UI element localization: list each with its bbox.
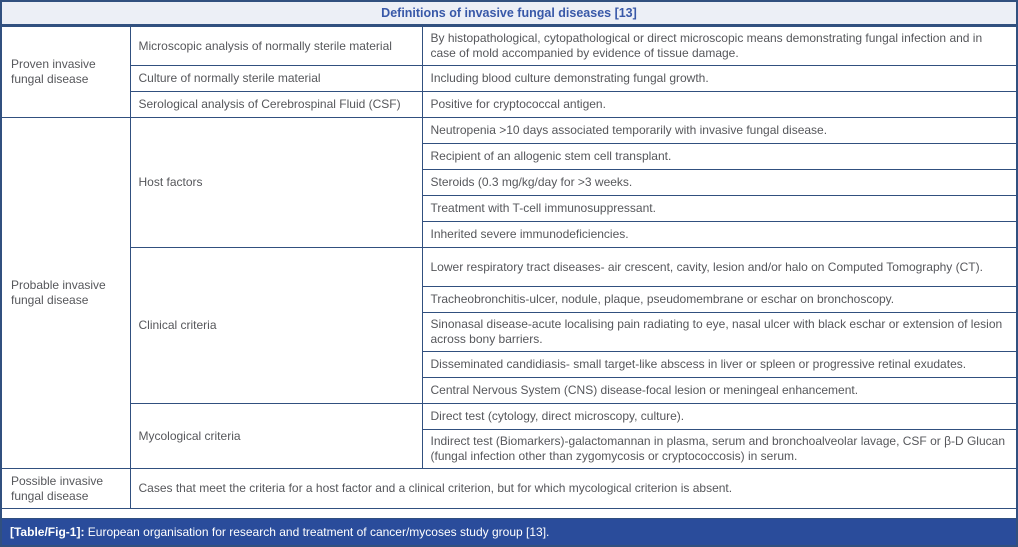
- criterion-cell-mycological-criteria: Mycological criteria: [130, 404, 422, 469]
- detail-cell: By histopathological, cytopathological or direct microscopic means demonstrating fungal infection and in case of mold accompanied by evidence of tissue damage.: [422, 27, 1016, 66]
- detail-cell: Steroids (0.3 mg/kg/day for >3 weeks.: [422, 170, 1016, 196]
- table-title: Definitions of invasive fungal diseases [13]: [2, 2, 1016, 26]
- criterion-cell-host-factors: Host factors: [130, 118, 422, 248]
- detail-cell: Recipient of an allogenic stem cell transplant.: [422, 144, 1016, 170]
- category-cell-proven: Proven invasive fungal disease: [2, 27, 130, 118]
- criterion-cell: Serological analysis of Cerebrospinal Fluid (CSF): [130, 92, 422, 118]
- detail-cell: Including blood culture demonstrating fungal growth.: [422, 66, 1016, 92]
- table-row: [2, 92, 1016, 118]
- detail-cell: Direct test (cytology, direct microscopy, culture).: [422, 404, 1016, 430]
- detail-cell-full: Cases that meet the criteria for a host factor and a clinical criterion, but for which mycological criterion is absent.: [130, 469, 1016, 509]
- detail-cell: Tracheobronchitis-ulcer, nodule, plaque, pseudomembrane or eschar on bronchoscopy.: [422, 287, 1016, 313]
- caption-label: [Table/Fig-1]:: [10, 525, 85, 539]
- table-row: [2, 118, 1016, 144]
- detail-cell: Treatment with T-cell immunosuppressant.: [422, 196, 1016, 222]
- category-cell-probable: Probable invasive fungal disease: [2, 118, 130, 469]
- table-caption: [2, 518, 1016, 545]
- caption-text: European organisation for research and treatment of cancer/mycoses study group [13].: [84, 525, 550, 539]
- table-row: [2, 469, 1016, 509]
- detail-cell: Disseminated candidiasis- small target-like abscess in liver or spleen or progressive retinal exudates.: [422, 352, 1016, 378]
- definitions-table: [2, 26, 1016, 509]
- table-row: [2, 27, 1016, 66]
- table-row: [2, 404, 1016, 430]
- category-cell-possible: Possible invasive fungal disease: [2, 469, 130, 509]
- criterion-cell-clinical-criteria: Clinical criteria: [130, 248, 422, 404]
- detail-cell: Neutropenia >10 days associated temporarily with invasive fungal disease.: [422, 118, 1016, 144]
- detail-cell: Inherited severe immunodeficiencies.: [422, 222, 1016, 248]
- criterion-cell: Culture of normally sterile material: [130, 66, 422, 92]
- table-row: [2, 248, 1016, 287]
- detail-cell: Positive for cryptococcal antigen.: [422, 92, 1016, 118]
- criterion-cell: Microscopic analysis of normally sterile material: [130, 27, 422, 66]
- detail-cell: Lower respiratory tract diseases- air crescent, cavity, lesion and/or halo on Computed Tomography (CT).: [422, 248, 1016, 287]
- detail-cell: Sinonasal disease-acute localising pain radiating to eye, nasal ulcer with black eschar or extension of lesion across bony barriers.: [422, 313, 1016, 352]
- detail-cell: Indirect test (Biomarkers)-galactomannan in plasma, serum and bronchoalveolar lavage, CSF or β-D Glucan (fungal infection other than zygomycosis or cryptococcosis) in serum.: [422, 430, 1016, 469]
- detail-cell: Central Nervous System (CNS) disease-focal lesion or meningeal enhancement.: [422, 378, 1016, 404]
- table-row: [2, 66, 1016, 92]
